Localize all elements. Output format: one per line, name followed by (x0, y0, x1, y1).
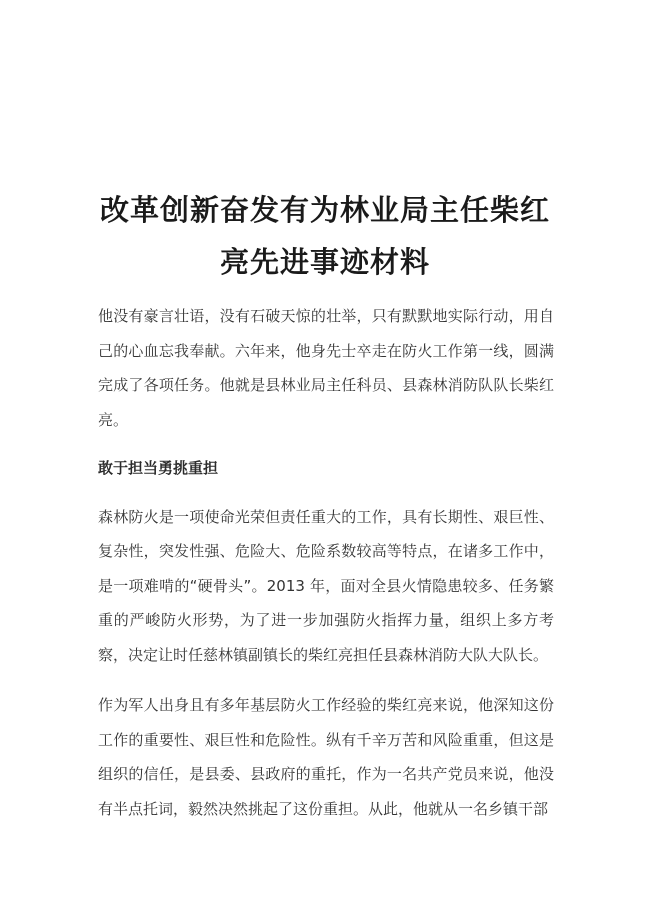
document-title: 改革创新奋发有为林业局主任柴红亮先进事迹材料 (99, 193, 550, 279)
body-paragraph: 作为军人出身且有多年基层防火工作经验的柴红亮来说，他深知这份工作的重要性、艰巨性和危险性。纵有千辛万苦和风险重重，但这是组织的信任，是县委、县政府的重托，作为一名共产党员来说，他没有半点托词，毅然决然挑起了这份重担。从此，他就从一名乡镇干部 (98, 696, 554, 818)
section-heading: 敢于担当勇挑重担 (98, 459, 219, 477)
intro-paragraph: 他没有豪言壮语，没有石破天惊的壮举，只有默默地实际行动，用自己的心血忘我奉献。六年来，他身先士卒走在防火工作第一线，圆满完成了各项任务。他就是县林业局主任科员、县森林消防队队长柴红亮。 (98, 307, 554, 429)
document-body (98, 299, 554, 826)
body-paragraph: 森林防火是一项使命光荣但责任重大的工作，具有长期性、艰巨性、复杂性，突发性强、危险大、危险系数较高等特点，在诸多工作中，是一项难啃的“硬骨头”。2013 年，面对全县火情隐患较多、任务繁重的严峻防火形势，为了进一步加强防火指挥力量，组织上多方考察，决定让时任慈林镇副镇长的柴红亮担任县森林消防大队大队长。 (98, 507, 554, 664)
